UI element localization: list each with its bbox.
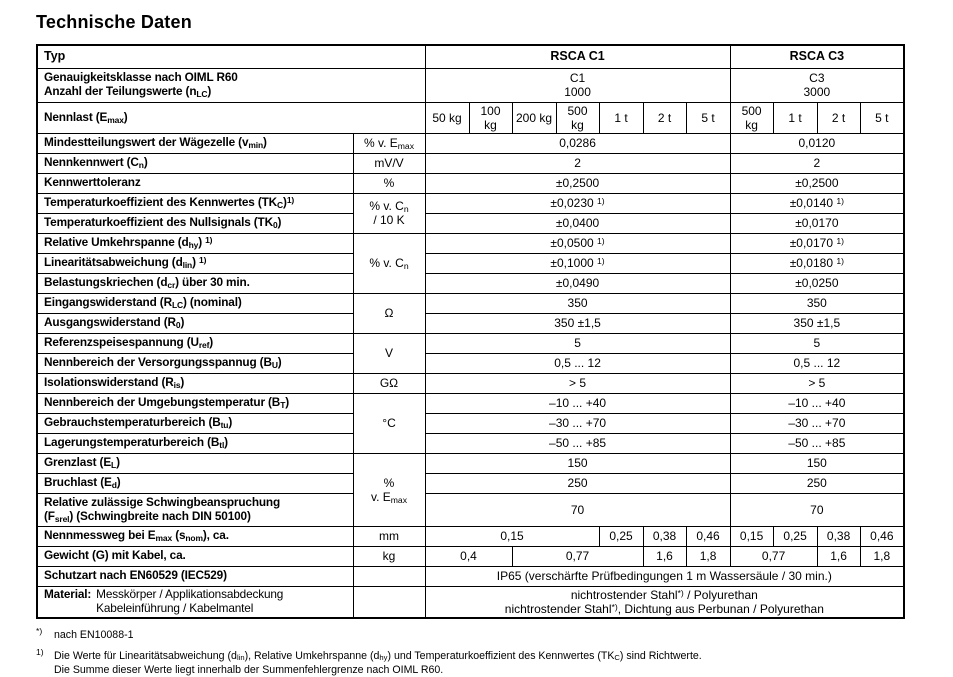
value-c3-fsrel: 70 [730,493,904,526]
row-label-ed: Bruchlast $(E_d)$ [37,473,353,493]
snom-c1-val2: 0,25 [599,526,643,546]
material-label-bold: Material: [44,587,92,602]
unit-dhy-dlin-dcr: % v. $C_n$ [353,233,425,293]
value-schutzart: IP65 (verschärfte Prüfbedingungen 1 m Wassersäule / 30 min.) [425,566,904,586]
table-row-btu [37,413,904,433]
row-label-tkc: Temperaturkoeffizient des Kennwertes $(TK_C)^{1)}$ [37,193,353,213]
unit-uref-bu: V [353,333,425,373]
value-c3-btl: –50 ... +85 [730,433,904,453]
value-c3-ris: > 5 [730,373,904,393]
table-row-ed [37,473,904,493]
table-row-tk0 [37,213,904,233]
nennlast-c1-100kg: 100 kg [469,102,512,133]
nennlast-c3-500kg: 500 kg [730,102,773,133]
col-header-rsca-c3: RSCA C3 [730,45,904,68]
footnote-star-text: nach EN10088-1 [54,629,134,642]
value-c1-cn: 2 [425,153,730,173]
nennlast-c1-1t: 1 t [599,102,643,133]
row-label-gewicht: Gewicht (G) mit Kabel, ca. [37,546,353,566]
table-row-rlc [37,293,904,313]
value-c1-ris: > 5 [425,373,730,393]
row-label-cn: Nennkennwert $(C_n)$ [37,153,353,173]
table-row-schutzart [37,566,904,586]
value-c1-tk0: ±0,0400 [425,213,730,233]
table-row-dhy [37,233,904,253]
value-c1-ed: 250 [425,473,730,493]
nennlast-c1-2t: 2 t [643,102,686,133]
snom-c3-val2: 0,25 [773,526,817,546]
unit-tkc-tk0: % v. $C_n$ / 10 K [353,193,425,233]
footnote-1-text: Die Werte für Linearitätsabweichung $(d_{lin})$, Relative Umkehrspanne $(d_{hy})$ und Temperaturkoeffizient des Kennwertes $(TK_C)$ sind Richtwerte. Die Summe dieser Werte liegt innerhalb der Summenfehlergrenze nach OIML R60. [54,649,702,676]
gewicht-c1-val3: 1,6 [643,546,686,566]
value-c1-el: 150 [425,453,730,473]
table-row-vmin [37,133,904,153]
row-label-material [37,586,353,618]
value-c1-dhy: ±0,0500 $^{1)}$ [425,233,730,253]
value-c1-tkc: ±0,0230 $^{1)}$ [425,193,730,213]
unit-gewicht: kg [353,546,425,566]
value-c3-dlin: ±0,0180 $^{1)}$ [730,253,904,273]
row-label-typ: Typ [37,45,425,68]
nennlast-c3-5t: 5 t [860,102,904,133]
table-row-gewicht [37,546,904,566]
gewicht-c1-val2: 0,77 [512,546,643,566]
value-c1-vmin: 0,0286 [425,133,730,153]
value-c3-kennwerttoleranz: ±0,2500 [730,173,904,193]
unit-vmin: % v. $E_{max}$ [353,133,425,153]
table-row-btl [37,433,904,453]
value-c1-kennwerttoleranz: ±0,2500 [425,173,730,193]
snom-c3-val3: 0,38 [817,526,860,546]
value-c1-dcr: ±0,0490 [425,273,730,293]
value-c3-ed: 250 [730,473,904,493]
unit-ris: GΩ [353,373,425,393]
row-label-dhy: Relative Umkehrspanne $(d_{hy})$ $^{1)}$ [37,233,353,253]
footnote-1 [36,646,916,677]
value-c1-btl: –50 ... +85 [425,433,730,453]
unit-bt-btu-btl: °C [353,393,425,453]
gewicht-c1-val1: 0,4 [425,546,512,566]
value-c3-klasse: C3 3000 [730,68,904,102]
value-c1-klasse: C1 1000 [425,68,730,102]
row-label-ris: Isolationswiderstand $(R_{is})$ [37,373,353,393]
table-row-uref [37,333,904,353]
value-c3-dhy: ±0,0170 $^{1)}$ [730,233,904,253]
unit-cn: mV/V [353,153,425,173]
table-row-nennlast [37,102,904,133]
row-label-btu: Gebrauchstemperaturbereich $(B_{tu})$ [37,413,353,433]
gewicht-c1-val4: 1,8 [686,546,730,566]
value-c3-dcr: ±0,0250 [730,273,904,293]
unit-el-ed-fsrel: % v. $E_{max}$ [353,453,425,526]
value-c3-cn: 2 [730,153,904,173]
row-label-schutzart: Schutzart nach EN60529 (IEC529) [37,566,353,586]
table-row-cn [37,153,904,173]
nennlast-c3-1t: 1 t [773,102,817,133]
table-row-genauigkeitsklasse [37,68,904,102]
nennlast-c1-200kg: 200 kg [512,102,556,133]
value-c1-uref: 5 [425,333,730,353]
snom-c1-val3: 0,38 [643,526,686,546]
table-row-snom [37,526,904,546]
nennlast-c1-500kg: 500 kg [556,102,599,133]
table-row-dlin [37,253,904,273]
value-c1-fsrel: 70 [425,493,730,526]
value-material: nichtrostender Stahl*) / Polyurethan nichtrostender Stahl*), Dichtung aus Perbunan / Polyurethan [425,586,904,618]
table-row-bu [37,353,904,373]
col-header-rsca-c1: RSCA C1 [425,45,730,68]
snom-c3-val1: 0,15 [730,526,773,546]
table-row-el [37,453,904,473]
row-label-snom: Nennmessweg bei $E_{max}$ $(s_{nom})$, ca. [37,526,353,546]
footnote-star [36,628,916,642]
value-c1-dlin: ±0,1000 $^{1)}$ [425,253,730,273]
table-row-material [37,586,904,618]
value-c3-r0: 350 ±1,5 [730,313,904,333]
row-label-rlc: Eingangswiderstand $(R_{LC})$ (nominal) [37,293,353,313]
material-label-lines: Messkörper / Applikationsabdeckung Kabeleinführung / Kabelmantel [96,587,284,616]
row-label-uref: Referenzspeisespannung $(U_{ref})$ [37,333,353,353]
value-c3-bu: 0,5 ... 12 [730,353,904,373]
row-label-btl: Lagerungstemperaturbereich $(B_{tl})$ [37,433,353,453]
nennlast-c1-50kg: 50 kg [425,102,469,133]
value-c1-btu: –30 ... +70 [425,413,730,433]
table-row-fsrel [37,493,904,526]
value-c3-tk0: ±0,0170 [730,213,904,233]
unit-snom: mm [353,526,425,546]
table-row-dcr [37,273,904,293]
row-label-dlin: Linearitätsabweichung $(d_{lin})$ $^{1)}$ [37,253,353,273]
gewicht-c3-val1: 0,77 [730,546,817,566]
page-title: Technische Daten [36,12,192,32]
snom-c3-val4: 0,46 [860,526,904,546]
row-label-nennlast: Nennlast $(E_{max})$ [37,102,425,133]
gewicht-c3-val2: 1,6 [817,546,860,566]
row-label-genauigkeitsklasse: Genauigkeitsklasse nach OIML R60 Anzahl der Teilungswerte $(n_{LC})$ [37,68,425,102]
value-c3-rlc: 350 [730,293,904,313]
table-row-tkc [37,193,904,213]
row-label-tk0: Temperaturkoeffizient des Nullsignals $(TK_0)$ [37,213,353,233]
value-c1-bu: 0,5 ... 12 [425,353,730,373]
table-row-r0 [37,313,904,333]
unit-material-empty [353,586,425,618]
snom-c1-val4: 0,46 [686,526,730,546]
value-c3-btu: –30 ... +70 [730,413,904,433]
value-c1-bt: –10 ... +40 [425,393,730,413]
unit-schutzart-empty [353,566,425,586]
row-label-fsrel: Relative zulässige Schwingbeanspruchung $(F_{srel})$ (Schwingbreite nach DIN 50100) [37,493,353,526]
table-row-typ [37,45,904,68]
row-label-kennwerttoleranz: Kennwerttoleranz [37,173,353,193]
value-c3-uref: 5 [730,333,904,353]
footnotes [36,628,916,677]
footnote-1-marker: 1) [36,646,44,657]
row-label-r0: Ausgangswiderstand $(R_0)$ [37,313,353,333]
table-row-bt [37,393,904,413]
row-label-dcr: Belastungskriechen $(d_{cr})$ über 30 min. [37,273,353,293]
value-c3-el: 150 [730,453,904,473]
row-label-el: Grenzlast $(E_L)$ [37,453,353,473]
value-c1-rlc: 350 [425,293,730,313]
table-row-kennwerttoleranz [37,173,904,193]
nennlast-c1-5t: 5 t [686,102,730,133]
footnote-star-marker: *) [36,626,43,637]
unit-rlc-r0: Ω [353,293,425,333]
value-c3-vmin: 0,0120 [730,133,904,153]
nennlast-c3-2t: 2 t [817,102,860,133]
row-label-bu: Nennbereich der Versorgungsspannug $(B_U)$ [37,353,353,373]
technical-data-table [36,44,905,619]
row-label-vmin: Mindestteilungswert der Wägezelle $(v_{min})$ [37,133,353,153]
unit-kennwerttoleranz: % [353,173,425,193]
gewicht-c3-val3: 1,8 [860,546,904,566]
value-c1-r0: 350 ±1,5 [425,313,730,333]
value-c3-tkc: ±0,0140 $^{1)}$ [730,193,904,213]
table-row-ris [37,373,904,393]
row-label-bt: Nennbereich der Umgebungstemperatur $(B_T)$ [37,393,353,413]
value-c3-bt: –10 ... +40 [730,393,904,413]
snom-c1-val1: 0,15 [425,526,599,546]
